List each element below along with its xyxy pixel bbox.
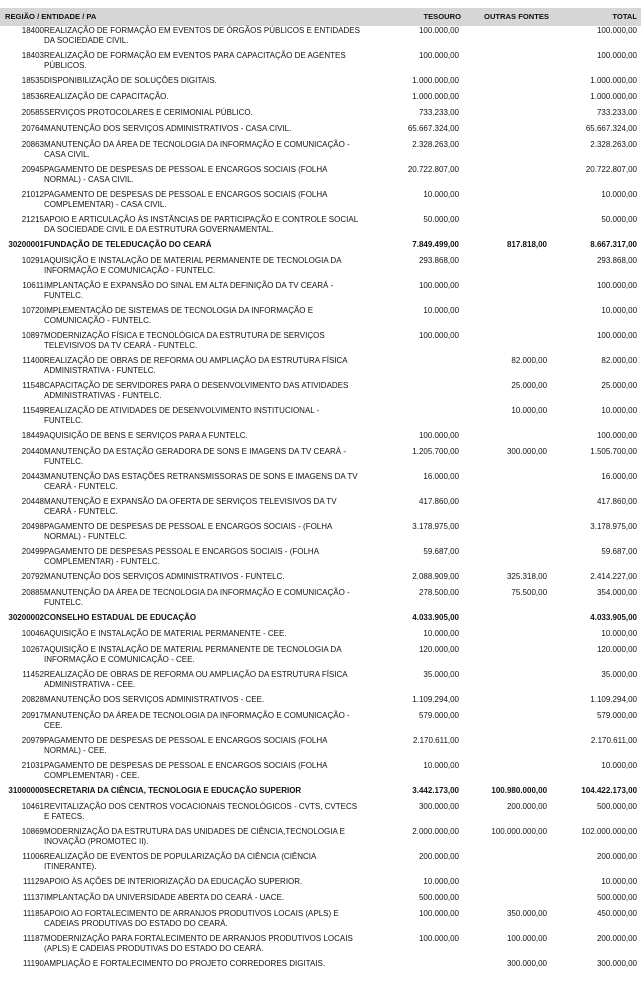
row-description: REALIZAÇÃO DE EVENTOS DE POPULARIZAÇÃO DA CIÊNCIA (CIÊNCIA ITINERANTE). [44, 852, 316, 871]
table-row [0, 356, 641, 381]
table-row [0, 711, 641, 736]
row-description: SECRETARIA DA CIÊNCIA, TECNOLOGIA E EDUCAÇÃO SUPERIOR [44, 786, 302, 795]
row-description: MANUTENÇÃO DA ÁREA DE TECNOLOGIA DA INFORMAÇÃO E COMUNICAÇÃO - CEE. [44, 711, 350, 730]
row-description: SERVIÇOS PROTOCOLARES E CERIMONIAL PÚBLICO. [44, 108, 253, 117]
row-tesouro-value: 120.000,00 [418, 645, 460, 654]
header-outras-fontes: OUTRAS FONTES [465, 8, 553, 26]
row-total-value: 500.000,00 [596, 893, 638, 902]
row-tesouro-value: 100.000,00 [418, 331, 460, 340]
row-tesouro-value: 100.000,00 [418, 281, 460, 290]
table-row [0, 629, 641, 645]
table-row [0, 522, 641, 547]
row-code: 20443 [21, 472, 44, 481]
row-total-value: 354.000,00 [596, 588, 638, 597]
row-description: PAGAMENTO DE DESPESAS DE PESSOAL E ENCARGOS SOCIAIS - (FOLHA NORMAL) - FUNTELC. [44, 522, 332, 541]
row-code: 11549 [22, 406, 44, 415]
row-total-value: 20.722.807,00 [585, 165, 638, 174]
row-code: 20945 [21, 165, 44, 174]
row-code: 20917 [21, 711, 44, 720]
row-code: 20585 [21, 108, 44, 117]
row-description: MODERNIZAÇÃO DA ESTRUTURA DAS UNIDADES DE CIÊNCIA,TECNOLOGIA E INOVAÇÃO (PROMOTEC II). [44, 827, 345, 846]
row-tesouro-value: 579.000,00 [418, 711, 460, 720]
row-outras-fontes-value [465, 877, 553, 893]
row-outras-fontes-value [465, 215, 553, 240]
row-code: 11137 [22, 893, 44, 902]
row-outras-fontes-value [465, 431, 553, 447]
row-code: 10897 [21, 331, 44, 340]
row-total-value: 200.000,00 [596, 852, 638, 861]
table-row [0, 165, 641, 190]
row-description: FUNDAÇÃO DE TELEDUCAÇÃO DO CEARÁ [44, 240, 212, 249]
row-code: 21012 [21, 190, 44, 199]
row-outras-fontes-value [465, 670, 553, 695]
row-outras-fontes-value [465, 140, 553, 165]
row-description: PAGAMENTO DE DESPESAS DE PESSOAL E ENCARGOS SOCIAIS (FOLHA NORMAL) - CEE. [44, 736, 328, 755]
row-tesouro-value: 2.088.909,00 [412, 572, 460, 581]
row-tesouro-value: 10.000,00 [423, 306, 460, 315]
row-outras-fontes-value [465, 190, 553, 215]
row-tesouro-value: 1.205.700,00 [412, 447, 460, 456]
row-tesouro-value [366, 959, 465, 975]
table-row [0, 51, 641, 76]
row-code: 30200002 [8, 613, 44, 622]
row-description: CONSELHO ESTADUAL DE EDUCAÇÃO [44, 613, 197, 622]
row-description: AQUISIÇÃO E INSTALAÇÃO DE MATERIAL PERMANENTE DE TECNOLOGIA DA INFORMAÇÃO E COMUNICAÇÃO - FUNTELC. [44, 256, 342, 275]
row-outras-fontes-value: 300.000,00 [506, 959, 548, 968]
row-code: 20792 [21, 572, 44, 581]
entity-row [0, 613, 641, 629]
row-outras-fontes-value [465, 645, 553, 670]
row-outras-fontes-value [465, 281, 553, 306]
row-description: MANUTENÇÃO DA ÁREA DE TECNOLOGIA DA INFORMAÇÃO E COMUNICAÇÃO - FUNTELC. [44, 588, 350, 607]
table-row [0, 306, 641, 331]
row-total-value: 100.000,00 [596, 281, 638, 290]
row-outras-fontes-value: 200.000,00 [506, 802, 548, 811]
row-description: PAGAMENTO DE DESPESAS PESSOAL E ENCARGOS SOCIAIS - (FOLHA COMPLEMENTAR) - FUNTELC. [44, 547, 319, 566]
row-code: 31000000 [8, 786, 44, 795]
row-tesouro-value: 7.849.499,00 [412, 240, 460, 249]
row-total-value: 2.170.611,00 [590, 736, 638, 745]
row-code: 11452 [22, 670, 44, 679]
row-total-value: 1.505.700,00 [590, 447, 638, 456]
row-description: MANUTENÇÃO DAS ESTAÇÕES RETRANSMISSORAS DE SONS E IMAGENS DA TV CEARÁ - FUNTELC. [44, 472, 358, 491]
row-tesouro-value: 2.000.000,00 [412, 827, 460, 836]
row-code: 18449 [21, 431, 44, 440]
row-total-value: 100.000,00 [596, 431, 638, 440]
row-total-value: 82.000,00 [601, 356, 638, 365]
row-code: 10720 [21, 306, 44, 315]
row-total-value: 8.667.317,00 [590, 240, 638, 249]
row-outras-fontes-value [465, 547, 553, 572]
row-outras-fontes-value: 25.000,00 [511, 381, 548, 390]
row-tesouro-value: 65.667.324,00 [407, 124, 460, 133]
table-row [0, 472, 641, 497]
row-tesouro-value: 10.000,00 [423, 761, 460, 770]
table-row [0, 497, 641, 522]
row-code: 21215 [21, 215, 44, 224]
row-code: 18536 [21, 92, 44, 101]
row-description: MANUTENÇÃO DOS SERVIÇOS ADMINISTRATIVOS - CASA CIVIL. [44, 124, 292, 133]
row-total-value: 1.000.000,00 [590, 76, 638, 85]
row-description: MANUTENÇÃO DA ÁREA DE TECNOLOGIA DA INFORMAÇÃO E COMUNICAÇÃO - CASA CIVIL. [44, 140, 350, 159]
row-description: PAGAMENTO DE DESPESAS DE PESSOAL E ENCARGOS SOCIAIS (FOLHA COMPLEMENTAR) - CEE. [44, 761, 328, 780]
row-total-value: 10.000,00 [601, 406, 638, 415]
table-row [0, 92, 641, 108]
entity-row [0, 240, 641, 256]
row-tesouro-value: 4.033.905,00 [412, 613, 460, 622]
row-outras-fontes-value [465, 695, 553, 711]
row-code: 21031 [21, 761, 44, 770]
table-body [0, 26, 641, 975]
row-outras-fontes-value [465, 256, 553, 281]
table-row [0, 572, 641, 588]
header-region: REGIÃO / ENTIDADE / PA [0, 8, 366, 26]
table-row [0, 26, 641, 51]
row-outras-fontes-value: 350.000,00 [506, 909, 548, 918]
row-code: 20499 [21, 547, 44, 556]
row-description: CAPACITAÇÃO DE SERVIDORES PARA O DESENVOLVIMENTO DAS ATIVIDADES ADMINISTRATIVAS - FUNTELC. [44, 381, 349, 400]
row-outras-fontes-value [465, 613, 553, 629]
row-total-value: 4.033.905,00 [590, 613, 638, 622]
row-outras-fontes-value: 300.000,00 [506, 447, 548, 456]
row-total-value: 2.328.263,00 [590, 140, 638, 149]
row-tesouro-value: 200.000,00 [418, 852, 460, 861]
row-total-value: 50.000,00 [601, 215, 638, 224]
row-tesouro-value: 10.000,00 [423, 190, 460, 199]
row-description: AQUISIÇÃO E INSTALAÇÃO DE MATERIAL PERMANENTE DE TECNOLOGIA DA INFORMAÇÃO E COMUNICAÇÃO - CEE. [44, 645, 342, 664]
row-description: REALIZAÇÃO DE FORMAÇÃO EM EVENTOS PARA CAPACITAÇÃO DE AGENTES PÚBLICOS. [44, 51, 346, 70]
row-description: REALIZAÇÃO DE OBRAS DE REFORMA OU AMPLIAÇÃO DA ESTRUTURA FÍSICA ADMINISTRATIVA - CEE. [44, 670, 348, 689]
row-tesouro-value: 293.868,00 [418, 256, 460, 265]
row-total-value: 300.000,00 [596, 959, 638, 968]
row-total-value: 1.109.294,00 [590, 695, 638, 704]
row-outras-fontes-value [465, 306, 553, 331]
header-total: TOTAL [553, 8, 641, 26]
row-outras-fontes-value [465, 51, 553, 76]
row-description: IMPLANTAÇÃO DA UNIVERSIDADE ABERTA DO CEARÁ - UACE. [44, 893, 285, 902]
row-total-value: 104.422.173,00 [581, 786, 638, 795]
row-code: 11400 [22, 356, 44, 365]
row-outras-fontes-value [465, 76, 553, 92]
row-total-value: 2.414.227,00 [590, 572, 638, 581]
row-outras-fontes-value [465, 26, 553, 51]
row-tesouro-value: 16.000,00 [423, 472, 460, 481]
row-tesouro-value: 2.328.263,00 [412, 140, 460, 149]
row-tesouro-value: 59.687,00 [423, 547, 460, 556]
row-total-value: 10.000,00 [601, 761, 638, 770]
row-outras-fontes-value: 325.318,00 [506, 572, 548, 581]
row-outras-fontes-value: 100.000.000,00 [491, 827, 548, 836]
table-row [0, 670, 641, 695]
row-code: 30200001 [8, 240, 44, 249]
table-row [0, 124, 641, 140]
row-description: PAGAMENTO DE DESPESAS DE PESSOAL E ENCARGOS SOCIAIS (FOLHA COMPLEMENTAR) - CASA CIVIL. [44, 190, 328, 209]
row-total-value: 450.000,00 [596, 909, 638, 918]
row-code: 11548 [22, 381, 44, 390]
row-tesouro-value: 100.000,00 [418, 909, 460, 918]
row-outras-fontes-value: 10.000,00 [511, 406, 548, 415]
row-tesouro-value [366, 381, 465, 406]
row-outras-fontes-value [465, 108, 553, 124]
table-header [0, 8, 641, 26]
header-tesouro: TESOURO [366, 8, 465, 26]
budget-table [0, 8, 641, 975]
row-tesouro-value: 417.860,00 [418, 497, 460, 506]
row-tesouro-value: 10.000,00 [423, 629, 460, 638]
row-code: 10046 [21, 629, 44, 638]
row-total-value: 16.000,00 [601, 472, 638, 481]
row-tesouro-value: 278.500,00 [418, 588, 460, 597]
row-code: 11006 [22, 852, 44, 861]
row-outras-fontes-value [465, 472, 553, 497]
row-code: 20828 [21, 695, 44, 704]
table-row [0, 331, 641, 356]
row-tesouro-value: 100.000,00 [418, 26, 460, 35]
row-tesouro-value: 1.000.000,00 [412, 92, 460, 101]
table-row [0, 256, 641, 281]
row-outras-fontes-value [465, 165, 553, 190]
row-tesouro-value: 100.000,00 [418, 431, 460, 440]
row-tesouro-value: 20.722.807,00 [407, 165, 460, 174]
row-outras-fontes-value [465, 852, 553, 877]
row-description: REALIZAÇÃO DE FORMAÇÃO EM EVENTOS DE ÓRGÃOS PÚBLICOS E ENTIDADES DA SOCIEDADE CIVIL. [44, 26, 360, 45]
row-code: 10869 [21, 827, 44, 836]
row-tesouro-value: 733.233,00 [418, 108, 460, 117]
row-tesouro-value: 35.000,00 [423, 670, 460, 679]
row-total-value: 500.000,00 [596, 802, 638, 811]
row-description: REALIZAÇÃO DE CAPACITAÇÃO. [44, 92, 169, 101]
row-outras-fontes-value [465, 124, 553, 140]
table-row [0, 852, 641, 877]
table-row [0, 140, 641, 165]
row-outras-fontes-value: 100.980.000,00 [491, 786, 548, 795]
row-description: MODERNIZAÇÃO FÍSICA E TECNOLÓGICA DA ESTRUTURA DE SERVIÇOS TELEVISIVOS DA TV CEARÁ - FUNTELC. [44, 331, 325, 350]
row-description: IMPLEMENTAÇÃO DE SISTEMAS DE TECNOLOGIA DA INFORMAÇÃO E COMUNICAÇÃO - FUNTELC. [44, 306, 314, 325]
table-row [0, 76, 641, 92]
row-total-value: 1.000.000,00 [590, 92, 638, 101]
row-code: 10611 [22, 281, 44, 290]
row-code: 18535 [21, 76, 44, 85]
row-description: MANUTENÇÃO DOS SERVIÇOS ADMINISTRATIVOS - FUNTELC. [44, 572, 285, 581]
table-row [0, 959, 641, 975]
row-total-value: 102.000.000,00 [581, 827, 638, 836]
row-tesouro-value [366, 356, 465, 381]
row-description: AQUISIÇÃO DE BENS E SERVIÇOS PARA A FUNTELC. [44, 431, 248, 440]
row-code: 20979 [21, 736, 44, 745]
row-description: IMPLANTAÇÃO E EXPANSÃO DO SINAL EM ALTA DEFINIÇÃO DA TV CEARÁ - FUNTELC. [44, 281, 334, 300]
row-description: REVITALIZAÇÃO DOS CENTROS VOCACIONAIS TECNOLÓGICOS - CVTS, CVTECS E FATECS. [44, 802, 358, 821]
row-total-value: 10.000,00 [601, 306, 638, 315]
row-outras-fontes-value: 100.000,00 [506, 934, 548, 943]
table-row [0, 190, 641, 215]
row-total-value: 293.868,00 [596, 256, 638, 265]
row-tesouro-value: 3.178.975,00 [412, 522, 460, 531]
row-total-value: 65.667.324,00 [585, 124, 638, 133]
row-tesouro-value: 10.000,00 [423, 877, 460, 886]
row-description: APOIO E ARTICULAÇÃO ÀS INSTÂNCIAS DE PARTICIPAÇÃO E CONTROLE SOCIAL DA SOCIEDADE CIVIL E DA ESTRUTURA GOVERNAMENTAL. [44, 215, 358, 234]
row-outras-fontes-value: 82.000,00 [511, 356, 548, 365]
row-code: 10267 [21, 645, 44, 654]
row-code: 20885 [21, 588, 44, 597]
row-description: PAGAMENTO DE DESPESAS DE PESSOAL E ENCARGOS SOCIAIS (FOLHA NORMAL) - CASA CIVIL. [44, 165, 328, 184]
table-row [0, 431, 641, 447]
table-row [0, 893, 641, 909]
row-outras-fontes-value [465, 893, 553, 909]
row-code: 20863 [21, 140, 44, 149]
row-code: 11190 [22, 959, 44, 968]
row-code: 11185 [22, 909, 44, 918]
table-row [0, 108, 641, 124]
table-row [0, 827, 641, 852]
row-tesouro-value [366, 406, 465, 431]
table-row [0, 645, 641, 670]
row-description: REALIZAÇÃO DE OBRAS DE REFORMA OU AMPLIAÇÃO DA ESTRUTURA FÍSICA ADMINISTRATIVA - FUNTELC. [44, 356, 348, 375]
row-total-value: 100.000,00 [596, 331, 638, 340]
row-total-value: 10.000,00 [601, 877, 638, 886]
row-tesouro-value: 500.000,00 [418, 893, 460, 902]
row-code: 18400 [21, 26, 44, 35]
row-tesouro-value: 100.000,00 [418, 934, 460, 943]
row-total-value: 579.000,00 [596, 711, 638, 720]
row-outras-fontes-value: 817.818,00 [506, 240, 548, 249]
row-tesouro-value: 1.109.294,00 [412, 695, 460, 704]
table-row [0, 406, 641, 431]
row-total-value: 100.000,00 [596, 51, 638, 60]
row-total-value: 200.000,00 [596, 934, 638, 943]
row-tesouro-value: 3.442.173,00 [412, 786, 460, 795]
row-description: REALIZAÇÃO DE ATIVIDADES DE DESENVOLVIMENTO INSTITUCIONAL - FUNTELC. [44, 406, 320, 425]
table-row [0, 909, 641, 934]
row-outras-fontes-value [465, 92, 553, 108]
row-tesouro-value: 50.000,00 [423, 215, 460, 224]
row-total-value: 733.233,00 [596, 108, 638, 117]
row-outras-fontes-value [465, 711, 553, 736]
row-outras-fontes-value [465, 331, 553, 356]
table-row [0, 802, 641, 827]
table-row [0, 547, 641, 572]
row-total-value: 417.860,00 [596, 497, 638, 506]
row-description: APOIO ÀS AÇÕES DE INTERIORIZAÇÃO DA EDUCAÇÃO SUPERIOR. [44, 877, 303, 886]
row-description: DISPONIBILIZAÇÃO DE SOLUÇÕES DIGITAIS. [44, 76, 217, 85]
table-row [0, 588, 641, 613]
row-description: APOIO AO FORTALECIMENTO DE ARRANJOS PRODUTIVOS LOCAIS (APLS) E CADEIAS PRODUTIVAS DO ESTADO DO CEARÁ. [44, 909, 339, 928]
entity-row [0, 786, 641, 802]
row-tesouro-value: 300.000,00 [418, 802, 460, 811]
row-outras-fontes-value [465, 761, 553, 786]
row-outras-fontes-value: 75.500,00 [511, 588, 548, 597]
row-total-value: 3.178.975,00 [590, 522, 638, 531]
table-row [0, 736, 641, 761]
table-row [0, 281, 641, 306]
table-row [0, 877, 641, 893]
row-outras-fontes-value [465, 629, 553, 645]
row-total-value: 25.000,00 [601, 381, 638, 390]
table-row [0, 934, 641, 959]
row-code: 20498 [21, 522, 44, 531]
row-code: 20440 [21, 447, 44, 456]
row-tesouro-value: 2.170.611,00 [412, 736, 460, 745]
row-description: MANUTENÇÃO DOS SERVIÇOS ADMINISTRATIVOS - CEE. [44, 695, 265, 704]
row-description: AQUISIÇÃO E INSTALAÇÃO DE MATERIAL PERMANENTE - CEE. [44, 629, 287, 638]
row-code: 10461 [21, 802, 44, 811]
row-code: 11187 [22, 934, 44, 943]
row-code: 18403 [21, 51, 44, 60]
row-description: MODERNIZAÇÃO PARA FORTALECIMENTO DE ARRANJOS PRODUTIVOS LOCAIS (APLS) E CADEIAS PRODUTIVAS DO ESTADO DO CEARÁ. [44, 934, 353, 953]
table-row [0, 381, 641, 406]
row-tesouro-value: 1.000.000,00 [412, 76, 460, 85]
row-total-value: 35.000,00 [601, 670, 638, 679]
row-description: MANUTENÇÃO E EXPANSÃO DA OFERTA DE SERVIÇOS TELEVISIVOS DA TV CEARÁ - FUNTELC. [44, 497, 337, 516]
row-total-value: 120.000,00 [596, 645, 638, 654]
row-total-value: 10.000,00 [601, 629, 638, 638]
row-outras-fontes-value [465, 497, 553, 522]
row-description: AMPLIAÇÃO E FORTALECIMENTO DO PROJETO CORREDORES DIGITAIS. [44, 959, 326, 968]
row-description: MANUTENÇÃO DA ESTAÇÃO GERADORA DE SONS E IMAGENS DA TV CEARÁ - FUNTELC. [44, 447, 346, 466]
row-total-value: 59.687,00 [601, 547, 638, 556]
row-code: 20448 [21, 497, 44, 506]
row-outras-fontes-value [465, 522, 553, 547]
row-total-value: 10.000,00 [601, 190, 638, 199]
table-row [0, 761, 641, 786]
row-code: 20764 [21, 124, 44, 133]
row-code: 10291 [21, 256, 44, 265]
row-code: 11129 [22, 877, 44, 886]
table-row [0, 215, 641, 240]
row-outras-fontes-value [465, 736, 553, 761]
table-row [0, 695, 641, 711]
row-total-value: 100.000,00 [596, 26, 638, 35]
row-tesouro-value: 100.000,00 [418, 51, 460, 60]
table-row [0, 447, 641, 472]
